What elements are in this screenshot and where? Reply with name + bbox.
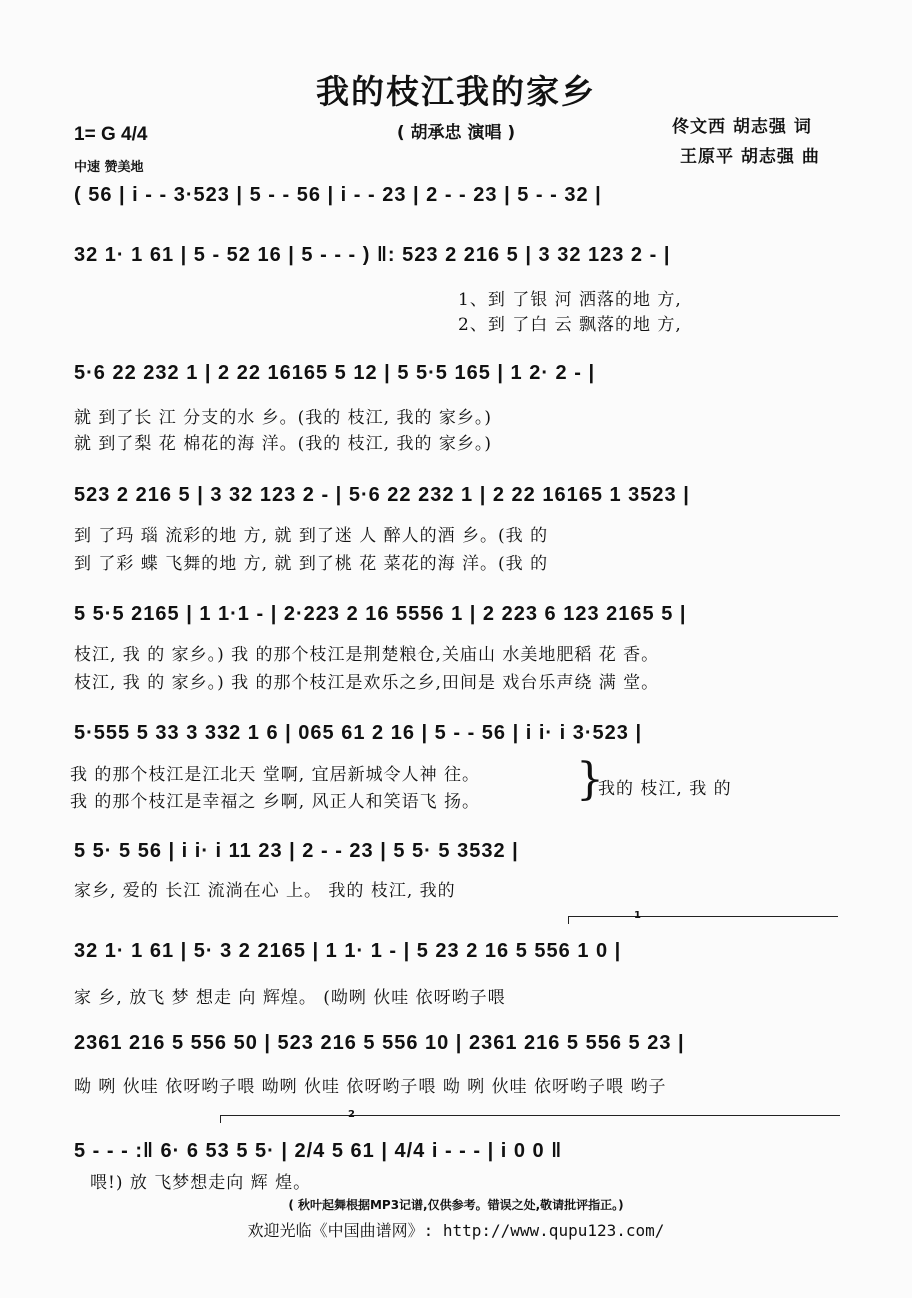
volta-1-tick bbox=[568, 916, 569, 924]
score-row-8-notes: 32 1· 1 61 | 5· 3 2 2165 | 1 1· 1 - | 5 23 2 16 5 556 1 0 | bbox=[74, 940, 622, 962]
key-signature: 1= G 4/4 bbox=[74, 124, 148, 145]
score-row-5-notes: 5 5·5 2165 | 1 1·1 - | 2·223 2 16 5556 1 | 2 223 6 123 2165 5 | bbox=[74, 603, 687, 625]
volta-2-number: 2 bbox=[348, 1109, 355, 1120]
score-row-9-notes: 2361 216 5 556 50 | 523 216 5 556 10 | 2361 216 5 556 5 23 | bbox=[74, 1032, 685, 1054]
score-row-5-lyrics-verse-1: 枝江, 我 的 家乡。) 我 的那个枝江是荆楚粮仓,关庙山 水美地肥稻 花 香。 bbox=[74, 645, 660, 665]
score-row-8-lyrics: 家 乡, 放飞 梦 想走 向 辉煌。 (呦咧 伙哇 依呀哟子喂 bbox=[74, 988, 506, 1008]
score-row-5-lyrics-verse-2: 枝江, 我 的 家乡。) 我 的那个枝江是欢乐之乡,田间是 戏台乐声绕 满 堂。 bbox=[74, 673, 660, 693]
score-row-4-lyrics-verse-1: 到 了玛 瑙 流彩的地 方, 就 到了迷 人 醉人的酒 乡。(我 的 bbox=[74, 526, 549, 546]
tempo-marking: 中速 赞美地 bbox=[74, 160, 144, 175]
score-row-7-notes: 5 5· 5 56 | i i· i 11 23 | 2 - - 23 | 5 5· 5 3532 | bbox=[74, 840, 519, 862]
score-row-4-notes: 523 2 216 5 | 3 32 123 2 - | 5·6 22 232 1 | 2 22 16165 1 3523 | bbox=[74, 484, 690, 506]
score-row-10-lyrics: 喂!) 放 飞梦想走向 辉 煌。 bbox=[90, 1173, 312, 1193]
score-row-2-notes: 32 1· 1 61 | 5 - 52 16 | 5 - - - ) ‖: 523 2 216 5 | 3 32 123 2 - | bbox=[74, 244, 671, 266]
score-row-1-notes: ( 56 | i - - 3·523 | 5 - - 56 | i - - 23 | 2 - - 23 | 5 - - 32 | bbox=[74, 184, 602, 206]
score-row-6-refrain: 我的 枝江, 我 的 bbox=[598, 779, 732, 799]
score-row-3-lyrics-verse-1: 就 到了长 江 分支的水 乡。(我的 枝江, 我的 家乡。) bbox=[74, 408, 492, 428]
score-row-6-notes: 5·555 5 33 3 332 1 6 | 065 61 2 16 | 5 - - 56 | i i· i 3·523 | bbox=[74, 722, 643, 744]
lyricist-credit: 佟文西 胡志强 词 bbox=[672, 117, 812, 137]
composer-credit: 王原平 胡志强 曲 bbox=[680, 147, 820, 167]
volta-2-bracket bbox=[220, 1115, 840, 1116]
score-row-7-lyrics: 家乡, 爱的 长江 流淌在心 上。 我的 枝江, 我的 bbox=[74, 881, 456, 901]
song-title: 我的枝江我的家乡 bbox=[316, 72, 596, 111]
score-row-6-lyrics-verse-1: 我 的那个枝江是江北天 堂啊, 宜居新城令人神 往。 bbox=[70, 765, 481, 785]
score-row-2-lyrics-verse-1: 1、到 了银 河 洒落的地 方, bbox=[458, 290, 682, 310]
volta-1-bracket bbox=[568, 916, 838, 917]
score-row-10-notes: 5 - - - :‖ 6· 6 53 5 5· | 2/4 5 61 | 4/4 i - - - | i 0 0 ‖ bbox=[74, 1140, 563, 1162]
singer-credit: ( 胡承忠 演唱 ) bbox=[396, 123, 516, 143]
score-row-3-lyrics-verse-2: 就 到了梨 花 棉花的海 洋。(我的 枝江, 我的 家乡。) bbox=[74, 434, 492, 454]
score-row-6-lyrics-verse-2: 我 的那个枝江是幸福之 乡啊, 风正人和笑语飞 扬。 bbox=[70, 792, 481, 812]
score-row-3-notes: 5·6 22 232 1 | 2 22 16165 5 12 | 5 5·5 165 | 1 2· 2 - | bbox=[74, 362, 596, 384]
score-row-4-lyrics-verse-2: 到 了彩 蝶 飞舞的地 方, 就 到了桃 花 菜花的海 洋。(我 的 bbox=[74, 554, 549, 574]
volta-2-tick bbox=[220, 1115, 221, 1123]
score-row-2-lyrics-verse-2: 2、到 了白 云 飘落的地 方, bbox=[458, 315, 682, 335]
lyrics-brace: } bbox=[576, 754, 604, 805]
score-row-9-lyrics: 呦 咧 伙哇 依呀哟子喂 呦咧 伙哇 依呀哟子喂 呦 咧 伙哇 依呀哟子喂 哟子 bbox=[74, 1077, 667, 1097]
transcription-note: ( 秋叶起舞根据MP3记谱,仅供参考。错误之处,敬请批评指正。) bbox=[288, 1198, 624, 1212]
volta-1-number: 1 bbox=[634, 910, 641, 921]
website-link[interactable]: 欢迎光临《中国曲谱网》: http://www.qupu123.com/ bbox=[247, 1221, 665, 1240]
